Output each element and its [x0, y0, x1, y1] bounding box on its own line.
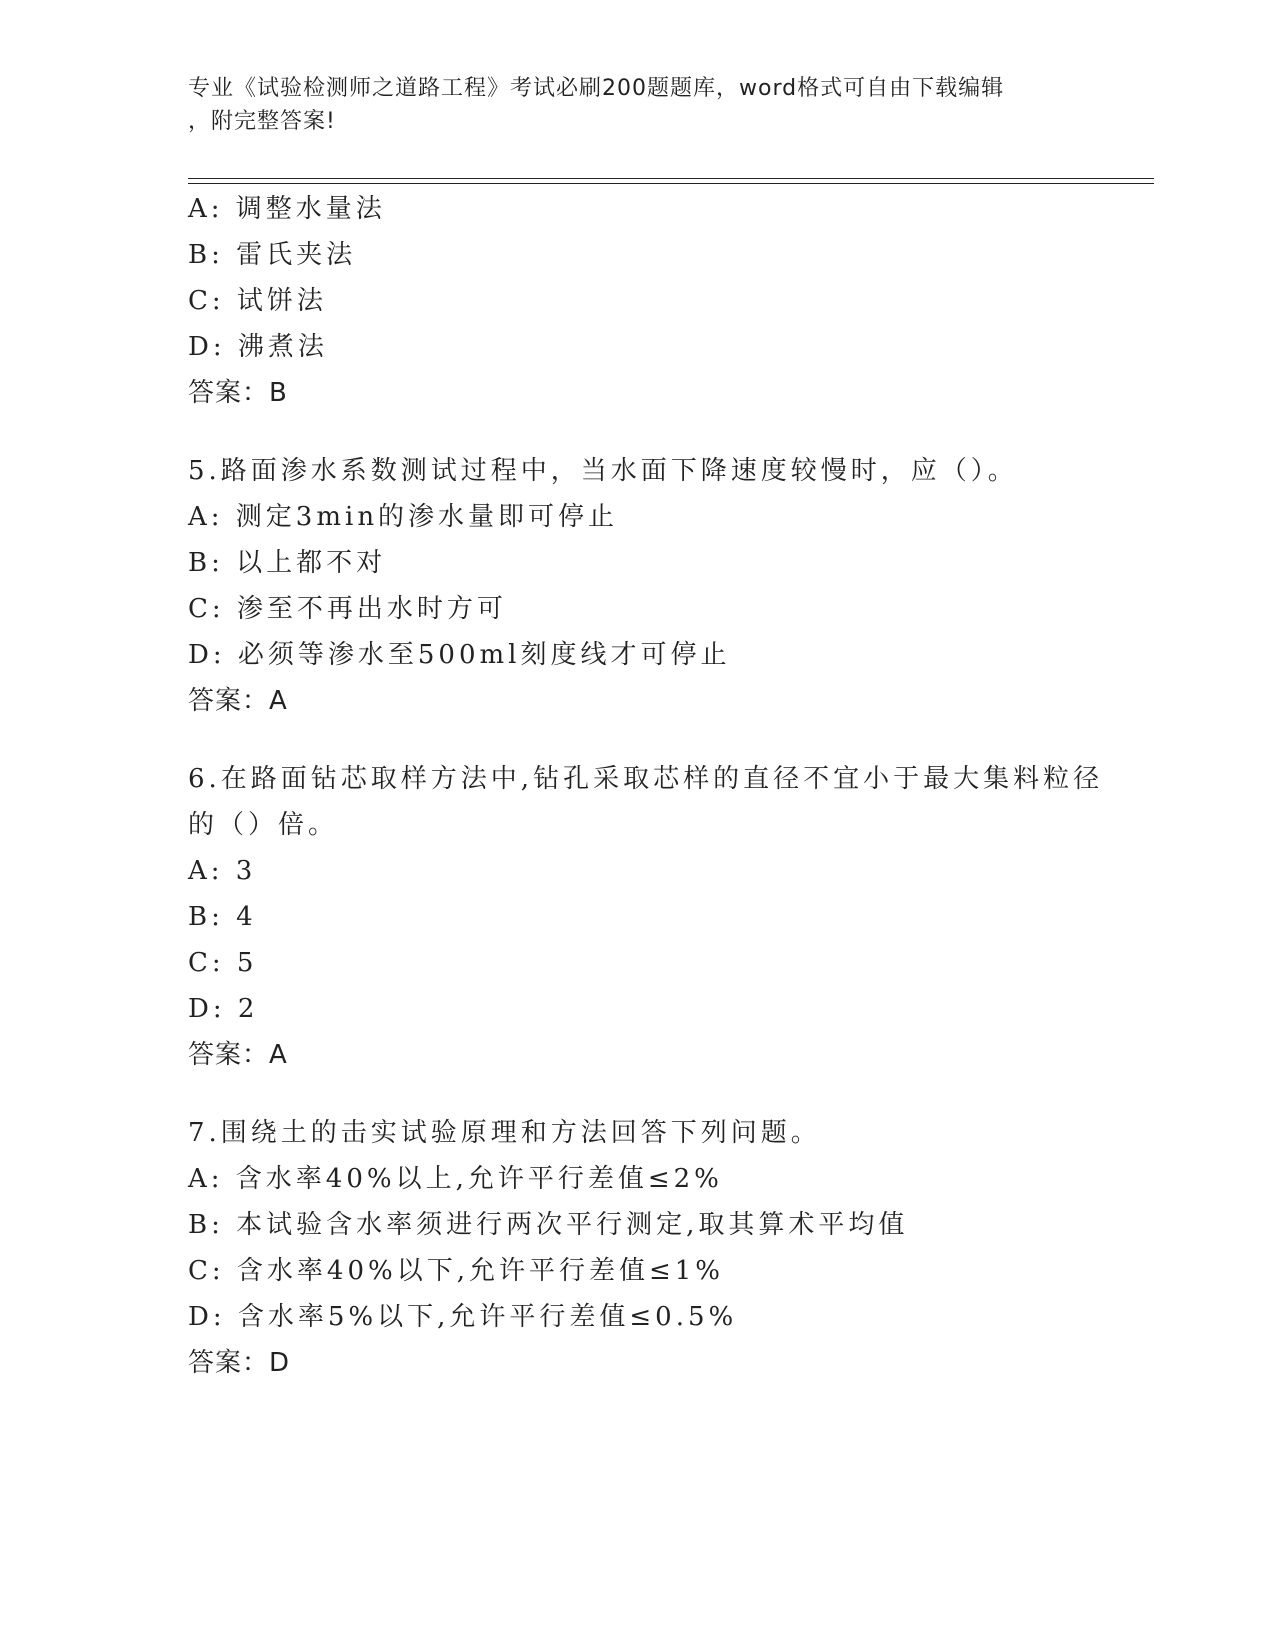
answer: 答案：A: [188, 1040, 288, 1070]
question-7: [188, 1110, 1128, 1386]
option-a: A: 调整水量法: [188, 194, 386, 224]
option-d: D: 含水率5%以下,允许平行差值≤0.5%: [188, 1302, 738, 1332]
option-d: D: 2: [188, 994, 259, 1024]
option-b: B: 以上都不对: [188, 548, 387, 578]
answer: 答案：D: [188, 1348, 291, 1378]
option-b: B: 雷氏夹法: [188, 240, 357, 270]
option-a: A: 含水率40%以上,允许平行差值≤2%: [188, 1164, 723, 1194]
question-stem: 5.路面渗水系数测试过程中，当水面下降速度较慢时，应（）。: [188, 456, 1018, 486]
option-c: C: 5: [188, 948, 258, 978]
option-c: C: 试饼法: [188, 286, 327, 316]
document-header: [188, 72, 1088, 138]
question-5: [188, 448, 1128, 724]
option-a: A: 测定3min的渗水量即可停止: [188, 502, 619, 532]
option-d: D: 沸煮法: [188, 332, 328, 362]
option-a: A: 3: [188, 856, 257, 886]
question-stem-line-1: 6.在路面钻芯取样方法中,钻孔采取芯样的直径不宜小于最大集料粒径: [188, 764, 1104, 794]
header-line-1: 专业《试验检测师之道路工程》考试必刷200题题库，word格式可自由下载编辑: [188, 76, 1005, 101]
answer: 答案：A: [188, 686, 288, 716]
question-list: [188, 186, 1128, 1386]
option-c: C: 含水率40%以下,允许平行差值≤1%: [188, 1256, 725, 1286]
option-b: B: 本试验含水率须进行两次平行测定,取其算术平均值: [188, 1210, 909, 1240]
header-divider-top: [188, 178, 1154, 179]
header-line-2: ，附完整答案!: [188, 109, 336, 134]
question-6: [188, 756, 1128, 1078]
option-d: D: 必须等渗水至500ml刻度线才可停止: [188, 640, 731, 670]
question-stem-line-2: 的（）倍。: [188, 810, 339, 840]
answer: 答案：B: [188, 378, 288, 408]
question-stem: 7.围绕土的击实试验原理和方法回答下列问题。: [188, 1118, 821, 1148]
question-4: [188, 186, 1128, 416]
option-b: B: 4: [188, 902, 257, 932]
header-divider-bottom: [188, 183, 1154, 184]
option-c: C: 渗至不再出水时方可: [188, 594, 507, 624]
